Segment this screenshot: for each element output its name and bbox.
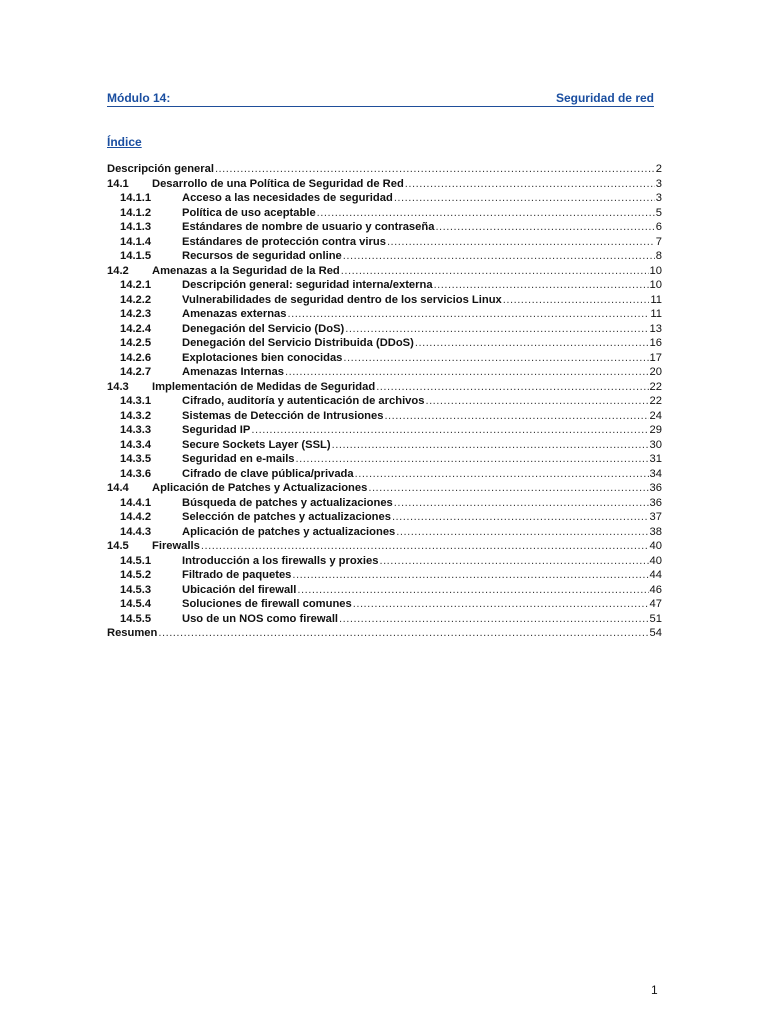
toc-entry[interactable] [107,249,662,264]
toc-entry-page: 13 [649,322,662,335]
toc-entry[interactable] [107,264,662,279]
toc-entry-page: 2 [655,163,662,175]
toc-entry-number: 14.1.4 [120,235,152,248]
toc-entry-title: Descripción general: seguridad interna/externa [182,279,433,291]
toc-entry-title: Recursos de seguridad online [182,250,342,262]
dot-leader [435,220,654,235]
toc-entry-title: Política de uso aceptable [182,206,316,219]
dot-leader [503,293,650,308]
toc-entry-page: 11 [650,293,662,306]
dot-leader [317,206,655,221]
toc-entry-title: Búsqueda de patches y actualizaciones [182,496,393,509]
toc-entry[interactable] [107,423,662,438]
toc-entry-title: Vulnerabilidades de seguridad dentro de los servicios Linux [182,293,502,306]
toc-entry[interactable] [107,220,662,235]
toc-entry-number: 14.5.3 [120,583,152,596]
toc-entry-page: 16 [649,337,662,349]
toc-entry-number: 14.1.2 [120,206,152,219]
dot-leader [387,235,655,250]
toc-entry-page: 10 [649,279,662,291]
toc-entry[interactable] [107,162,662,177]
toc-entry-title: Resumen [107,627,158,639]
toc-entry-title: Denegación del Servicio Distribuida (DDoS) [182,337,414,349]
dot-leader [355,467,649,482]
toc-entry[interactable] [107,525,662,540]
toc-entry[interactable] [107,510,662,525]
toc-entry-page: 8 [655,250,662,262]
dot-leader [251,423,648,438]
toc-entry[interactable] [107,191,662,206]
toc-entry-number: 14.4 [107,482,129,494]
toc-entry-page: 24 [649,409,662,422]
toc-entry-title: Descripción general [107,163,214,175]
toc-entry[interactable] [107,626,662,641]
toc-entry-page: 20 [649,366,662,378]
toc-entry-page: 7 [655,235,662,248]
dot-leader [332,438,649,453]
toc-entry-page: 29 [649,424,662,436]
toc-entry-title: Aplicación de Patches y Actualizaciones [152,482,368,494]
toc-entry[interactable] [107,322,662,337]
toc-entry[interactable] [107,235,662,250]
index-heading: Índice [107,135,142,149]
toc-entry-title: Seguridad en e-mails [182,453,295,465]
toc-entry-title: Filtrado de paquetes [182,569,292,581]
dot-leader [376,380,648,395]
toc-entry-number: 14.3.6 [120,467,152,480]
toc-entry[interactable] [107,177,662,192]
toc-entry-number: 14.3.4 [120,438,152,451]
toc-entry-number: 14.2.4 [120,322,152,335]
toc-entry[interactable] [107,293,662,308]
dot-leader [384,409,648,424]
toc-entry[interactable] [107,554,662,569]
toc-entry-page: 17 [649,351,662,364]
toc-entry-page: 47 [649,598,662,610]
toc-entry-number: 14.3.3 [120,424,152,436]
toc-entry-number: 14.3 [107,380,129,393]
toc-entry[interactable] [107,597,662,612]
toc-entry-page: 3 [655,192,662,204]
toc-entry-title: Selección de patches y actualizaciones [182,511,391,523]
toc-entry-number: 14.2.1 [120,279,152,291]
toc-entry-title: Amenazas externas [182,308,287,320]
toc-entry-page: 6 [655,221,662,233]
toc-entry[interactable] [107,206,662,221]
toc-entry-page: 40 [649,540,662,552]
toc-entry-title: Cifrado, auditoría y autenticación de archivos [182,395,425,407]
dot-leader [343,249,655,264]
toc-entry-number: 14.3.2 [120,409,152,422]
toc-entry-title: Firewalls [152,540,200,552]
toc-entry-title: Seguridad IP [182,424,251,436]
toc-entry-title: Aplicación de patches y actualizaciones [182,525,396,538]
toc-entry-number: 14.2.3 [120,308,152,320]
dot-leader [296,452,649,467]
dot-leader [292,568,648,583]
dot-leader [345,322,648,337]
toc-entry-page: 34 [649,467,662,480]
toc-entry[interactable] [107,336,662,351]
toc-entry[interactable] [107,496,662,511]
toc-entry-page: 38 [649,525,662,538]
toc-entry-number: 14.2 [107,264,129,277]
dot-leader [285,365,649,380]
dot-leader [343,351,648,366]
dot-leader [368,481,648,496]
dot-leader [287,307,649,322]
dot-leader [392,510,649,525]
toc-entry-number: 14.4.2 [120,511,152,523]
toc-entry[interactable] [107,481,662,496]
toc-entry-page: 22 [649,395,662,407]
toc-entry-number: 14.1 [107,177,129,190]
toc-entry[interactable] [107,539,662,554]
toc-entry-title: Desarrollo de una Política de Seguridad de Red [152,177,404,190]
dot-leader [394,191,655,206]
toc-entry-number: 14.5.5 [120,612,152,625]
dot-leader [353,597,649,612]
toc-entry-number: 14.5.1 [120,554,152,567]
module-label: Módulo 14: [107,91,171,105]
toc-entry-page: 10 [649,264,662,277]
toc-entry[interactable] [107,351,662,366]
toc-entry[interactable] [107,394,662,409]
toc-entry-page: 54 [649,627,662,639]
page-number: 1 [651,983,658,997]
toc-entry-page: 44 [649,569,662,581]
dot-leader [297,583,648,598]
toc-entry-number: 14.3.5 [120,453,152,465]
dot-leader [415,336,649,351]
section-title: Seguridad de red [555,91,654,105]
toc-entry-page: 30 [649,438,662,451]
toc-entry-number: 14.1.3 [120,221,152,233]
toc-entry[interactable] [107,612,662,627]
toc-entry-page: 51 [649,612,662,625]
dot-leader [396,525,648,540]
toc-entry[interactable] [107,438,662,453]
toc-entry-number: 14.5.4 [120,598,152,610]
toc-entry[interactable] [107,365,662,380]
toc-entry-number: 14.5 [107,540,129,552]
toc-entry-page: 22 [649,380,662,393]
toc-entry-title: Implementación de Medidas de Seguridad [152,380,376,393]
dot-leader [394,496,649,511]
toc-entry-page: 5 [655,206,662,219]
toc-entry[interactable] [107,583,662,598]
dot-leader [215,162,655,177]
dot-leader [341,264,649,279]
toc-entry-title: Sistemas de Detección de Intrusiones [182,409,384,422]
dot-leader [405,177,655,192]
toc-entry-title: Amenazas a la Seguridad de la Red [152,264,340,277]
toc-entry-number: 14.2.5 [120,337,152,349]
toc-entry-title: Explotaciones bien conocidas [182,351,343,364]
toc-entry-title: Estándares de nombre de usuario y contraseña [182,221,435,233]
toc-entry-number: 14.5.2 [120,569,152,581]
toc-entry-title: Cifrado de clave pública/privada [182,467,354,480]
dot-leader [201,539,649,554]
toc-entry-title: Estándares de protección contra virus [182,235,386,248]
toc-entry-title: Acceso a las necesidades de seguridad [182,192,393,204]
table-of-contents [107,162,662,641]
toc-entry-number: 14.3.1 [120,395,152,407]
toc-entry-page: 36 [649,496,662,509]
toc-entry[interactable] [107,467,662,482]
toc-entry-title: Ubicación del firewall [182,583,297,596]
dot-leader [158,626,648,641]
toc-entry-page: 40 [649,554,662,567]
dot-leader [434,278,649,293]
toc-entry-number: 14.1.1 [120,192,152,204]
toc-entry-title: Soluciones de firewall comunes [182,598,352,610]
toc-entry-number: 14.1.5 [120,250,152,262]
toc-entry-title: Denegación del Servicio (DoS) [182,322,345,335]
toc-entry[interactable] [107,380,662,395]
toc-entry-page: 31 [649,453,662,465]
toc-entry[interactable] [107,278,662,293]
toc-entry-title: Secure Sockets Layer (SSL) [182,438,331,451]
toc-entry-title: Uso de un NOS como firewall [182,612,339,625]
toc-entry-number: 14.4.3 [120,525,152,538]
toc-entry-page: 37 [649,511,662,523]
toc-entry[interactable] [107,409,662,424]
toc-entry-number: 14.2.7 [120,366,152,378]
dot-leader [379,554,648,569]
toc-entry[interactable] [107,568,662,583]
running-header [107,90,654,107]
toc-entry[interactable] [107,307,662,322]
toc-entry-title: Introducción a los firewalls y proxies [182,554,379,567]
toc-entry-page: 46 [649,583,662,596]
toc-entry-page: 11 [650,308,662,320]
toc-entry-number: 14.2.2 [120,293,152,306]
dot-leader [339,612,649,627]
dot-leader [425,394,648,409]
toc-entry-number: 14.4.1 [120,496,152,509]
toc-entry[interactable] [107,452,662,467]
toc-entry-title: Amenazas Internas [182,366,284,378]
toc-entry-page: 36 [649,482,662,494]
toc-entry-number: 14.2.6 [120,351,152,364]
toc-entry-page: 3 [655,177,662,190]
